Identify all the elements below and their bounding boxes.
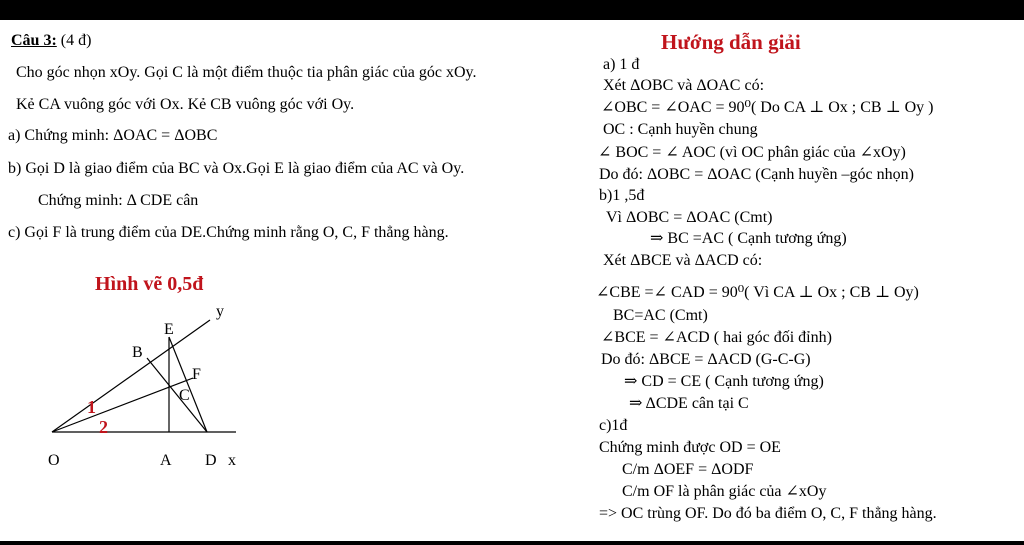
label-angle-1: 1 — [87, 397, 96, 417]
geometry-figure — [40, 295, 260, 445]
guide-line: ∠OBC = ∠OAC = 90⁰( Do CA ⊥ Ox ; CB ⊥ Oy ) — [601, 99, 934, 116]
question-part-c: c) Gọi F là trung điểm của DE.Chứng minh rằng O, C, F thẳng hàng. — [8, 224, 449, 241]
question-part-b-prove: Chứng minh: Δ CDE cân — [38, 192, 199, 209]
label-a: A — [160, 452, 172, 469]
guide-line: Xét ΔBCE và ΔACD có: — [603, 252, 763, 269]
question-header — [11, 32, 91, 50]
question-line-2: Kẻ CA vuông góc với Ox. Kẻ CB vuông góc với Oy. — [16, 96, 355, 113]
guide-line: ⇒ ΔCDE cân tại C — [629, 395, 749, 412]
guide-line: BC=AC (Cmt) — [613, 307, 708, 324]
guide-line: C/m OF là phân giác của ∠xOy — [622, 483, 827, 500]
label-c: C — [179, 387, 190, 404]
guide-line: Xét ΔOBC và ΔOAC có: — [603, 77, 765, 94]
question-part-b: b) Gọi D là giao điểm của BC và Ox.Gọi E là giao điểm của AC và Oy. — [8, 160, 465, 177]
question-points: (4 đ) — [60, 32, 92, 49]
guide-title: Hướng dẫn giải — [661, 30, 801, 54]
guide-line: a) 1 đ — [603, 56, 640, 73]
label-angle-2: 2 — [99, 417, 108, 437]
label-f: F — [192, 366, 201, 383]
label-y: y — [216, 303, 224, 320]
guide-line: => OC trùng OF. Do đó ba điểm O, C, F thẳng hàng. — [599, 505, 937, 522]
guide-line: C/m ΔOEF = ΔODF — [622, 461, 754, 478]
guide-line: c)1đ — [599, 417, 628, 434]
guide-line: b)1 ,5đ — [599, 187, 645, 204]
guide-line: OC : Cạnh huyền chung — [603, 121, 758, 138]
label-x: x — [228, 452, 236, 469]
ray-oy — [52, 320, 210, 432]
figure-title: Hình vẽ 0,5đ — [95, 273, 204, 295]
guide-line: ⇒ BC =AC ( Cạnh tương ứng) — [650, 230, 847, 247]
label-d: D — [205, 452, 217, 469]
label-o: O — [48, 452, 60, 469]
guide-line: Do đó: ΔOBC = ΔOAC (Cạnh huyền –góc nhọn) — [599, 166, 914, 183]
guide-line: Chứng minh được OD = OE — [599, 439, 781, 456]
top-black-bar — [0, 0, 1024, 20]
question-part-a: a) Chứng minh: ΔOAC = ΔOBC — [8, 127, 218, 144]
label-b: B — [132, 344, 143, 361]
bottom-black-bar — [0, 541, 1024, 545]
question-line-1: Cho góc nhọn xOy. Gọi C là một điểm thuộc tia phân giác của góc xOy. — [16, 64, 477, 81]
label-e: E — [164, 321, 174, 338]
guide-line: ∠ BOC = ∠ AOC (vì OC phân giác của ∠xOy) — [598, 144, 906, 161]
guide-line: ⇒ CD = CE ( Cạnh tương ứng) — [624, 373, 824, 390]
question-heading: Câu 3: — [11, 32, 57, 49]
guide-line: Vì ΔOBC = ΔOAC (Cmt) — [606, 209, 773, 226]
guide-line: ∠BCE = ∠ACD ( hai góc đối đỉnh) — [601, 329, 832, 346]
line-oc-f — [52, 378, 193, 432]
guide-line: ∠CBE =∠ CAD = 90⁰( Vì CA ⊥ Ox ; CB ⊥ Oy) — [596, 284, 919, 301]
guide-line: Do đó: ΔBCE = ΔACD (G-C-G) — [601, 351, 811, 368]
